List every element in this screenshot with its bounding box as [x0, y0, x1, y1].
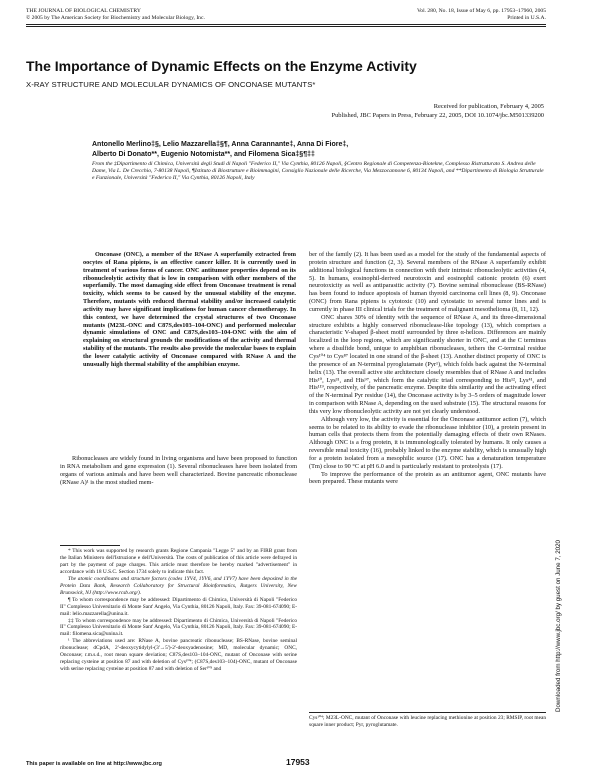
body-right-paragraph-1: ber of the family (2). It has been used as a model for the study of the fundamental aspects of protein structure and function (2, 3). Several members of the RNase A superfamily exhibit additional biological functions in connection with their intrinsic ribonucleolytic activities (4, 5). In humans, eosinophil-derived neurotoxin and eosinophil cationic protein (6) exert neurotoxicity as well as antiparasitic activity (7). Bovine seminal ribonuclease (BS-RNase) has been found to induce apoptosis of human thyroid carcinoma cell lines (8, 9). Onconase (ONC) from Rana pipiens is cytotoxic (10) and cytostatic to several tumor lines and is currently in phase III clinical trials for the treatment of malignant mesothelioma (8, 11, 12).	[309, 251, 546, 313]
header-rule	[26, 24, 546, 25]
page-number: 17953	[286, 757, 310, 767]
footnote-coordinates: The atomic coordinates and structure factors (codes 1YV4, 1YV6, and 1YV7) have been deposited in the Protein Data Bank, Research Collaboratory for Structural Bioinformatics, Rutgers University, New Brunswick, NJ (http://www.rcsb.org/).	[60, 575, 297, 596]
copyright-line: © 2005 by The American Society for Biochemistry and Molecular Biology, Inc.	[26, 15, 205, 21]
article-subtitle: X-RAY STRUCTURE AND MOLECULAR DYNAMICS OF ONCONASE MUTANTS*	[26, 80, 316, 89]
footnotes	[60, 548, 297, 673]
intro-paragraph: Ribonucleases are widely found in living organisms and have been proposed to function in RNA metabolism and gene expression (1). Several ribonucleases have been isolated from organs of various animals and have been well characterized. Bovine pancreatic ribonuclease (RNase A)¹ is the most studied mem-	[60, 455, 297, 486]
received-date: Received for publication, February 4, 2005	[433, 103, 544, 110]
body-right-paragraph-3: Although very low, the activity is essential for the Onconase antitumor action (7), which seems to be related to its ability to evade the ribonuclease inhibitor (10), a protein present in human cells that protects them from the potentially damaging effects of their own RNases. Although ONC is a frog protein, it is immunologically tolerated by humans. It only causes a reversible renal toxicity (16), probably linked to the enzyme stability, which is unusually high for a protein isolated from a mesophilic source (17). ONC has a denaturation temperature (Tm) close to 90 °C at pH 6.0 and is particularly resistant to proteolysis (17).	[309, 415, 546, 470]
body-left	[60, 455, 297, 486]
abstract-text: Onconase (ONC), a member of the RNase A superfamily extracted from oocytes of Rana pipiens, is an effective cancer killer. It is currently used in treatment of various forms of cancer. ONC antitumor properties depend on its ribonucleolytic activity that is low in comparison with other members of the superfamily. The most damaging side effect from Onconase treatment is renal toxicity, which seems to be caused by the unusual stability of the enzyme. Therefore, mutants with reduced thermal stability and/or increased catalytic activity may have significant implications for human cancer chemotherapy. In this context, we have determined the crystal structures of two Onconase mutants (M23L-ONC and C87S,des103–104-ONC) and performed molecular dynamic simulations of ONC and C87S,des103–104-ONC with the aim of explaining on structural grounds the modifications of the activity and thermal stability of the mutants. The results also provide the molecular bases to explain the lower catalytic activity of Onconase compared with RNase A and the unusually high thermal stability of the amphibian enzyme.	[83, 251, 296, 368]
authors-line-1: Antonello Merlino‡§, Lelio Mazzarella‡§¶, Anna Carannante‡, Anna Di Fiore‡,	[92, 141, 349, 148]
right-footnote-rule	[309, 712, 546, 713]
footnote-funding: * This work was supported by research grants Regione Campania "Legge 5" and by an FIRB grant from the Italian Ministero dell'Istruzione e dell'Università. The costs of publication of this article were defrayed in part by the payment of page charges. This article must therefore be hereby marked "advertisement" in accordance with 18 U.S.C. Section 1734 solely to indicate this fact.	[60, 548, 297, 575]
body-right-paragraph-4: To improve the performance of the protein as an antitumor agent, ONC mutants have been prepared. These mutants were	[309, 470, 546, 486]
published-info: Published, JBC Papers in Press, February 22, 2005, DOI 10.1074/jbc.M501339200	[331, 112, 544, 119]
article-title: The Importance of Dynamic Effects on the Enzyme Activity	[26, 58, 417, 74]
body-right-paragraph-2: ONC shares 30% of identity with the sequence of RNase A, and its three-dimensional structure exhibits a highly conserved ribonuclease-like topology (13), which comprises a characteristic V-shaped β-sheet motif surrounded by three α-helices. Differences are mainly localized in the loop regions, which are significantly shorter in ONC, and at the C terminus where a disulfide bond, unique to amphibian ribonucleases, tethers the C-terminal residue Cys¹⁰⁴ to Cys⁸⁷ located in one strand of the β-sheet (13). Another distinct property of ONC is the presence of an N-terminal pyroglutamate (Pyr¹), which folds back against the N-terminal helix (13). The overall active site architecture closely resembles that of RNase A and includes His¹⁰, Lys³¹, and His⁹⁷, which form the catalytic triad corresponding to His¹², Lys⁴¹, and His¹¹⁹, respectively, of the pancreatic enzyme. Despite this similarity and the activating effect of the N-terminal Pyr residue (14), the Onconase activity is by 3–5 orders of magnitude lower in comparison with RNase A, depending on the used substrate (15). The structural reasons for this very low ribonucleolytic activity are not yet clearly understood.	[309, 313, 546, 415]
right-footnote: Cys¹⁰⁴; M23L-ONC, mutant of Onconase with leucine replacing methionine at position 23; RMSIP, root mean square inner product; Pyr, pyroglutamate.	[309, 715, 546, 728]
body-right	[309, 251, 546, 486]
download-watermark: Downloaded from http://www.jbc.org/ by guest on June 7, 2020	[555, 540, 562, 712]
footnote-correspondence-2: ‡‡ To whom correspondence may be addressed: Dipartimento di Chimica, Università di Napoli "Federico II" Complesso Universitario di Monte Sant' Angelo, Via Cynthia, 80126 Napoli, Italy. Fax: 39-081-674090; E-mail: filomena.sica@unina.it.	[60, 617, 297, 638]
footer-availability: This paper is available on line at http://www.jbc.org	[26, 761, 162, 767]
volume-info: Vol. 280, No. 18, Issue of May 6, pp. 17953–17960, 2005	[416, 8, 546, 14]
affiliations: From the ‡Dipartimento di Chimica, Università degli Studi di Napoli "Federico II," Via Cynthia, 80126 Napoli, §Centro Regionale di Competenza-Biotekne, Complesso Ristrutturato S. Andrea delle Dame, Via L. De Crecchio, 7-80138 Napoli, ¶Istituto di Biostrutture e Bioimmagini, Consiglio Nazionale delle Ricerche, Via Mezzocannone 6, 80134 Napoli, and **Dipartimento di Biologia Strutturale e Funzionale, Università "Federico II," Via Cynthia, 80126 Napoli, Italy	[92, 161, 544, 182]
footnote-correspondence-1: ¶ To whom correspondence may be addressed: Dipartimento di Chimica, Università di Napoli "Federico II" Complesso Universitario di Monte Sant' Angelo, Via Cynthia, 80126 Napoli, Italy. Fax: 39-081-674090; E-mail: lelio.mazzarella@unina.it.	[60, 596, 297, 617]
abstract	[83, 251, 296, 369]
journal-name: THE JOURNAL OF BIOLOGICAL CHEMISTRY	[26, 8, 141, 14]
printed-in: Printed in U.S.A.	[507, 15, 546, 21]
header-rule-2	[26, 26, 546, 27]
footnote-abbreviations: ¹ The abbreviations used are: RNase A, bovine pancreatic ribonuclease; BS-RNase, bovine seminal ribonuclease; dCpdA, 2'-deoxycytidylyl-(3'→5')-2'-deoxyadenosine; MD, molecular dynamic; ONC, Onconase; r.m.s.d., root mean square deviation; C87S,des103–104-ONC, mutant of Onconase with serine replacing cysteine at position 87 and with deletion of Cys¹⁰⁴; (C87S,des103–104)-ONC, mutant of Onconase with serine replacing cysteine at position 87 and with deletion of Ser¹⁰³ and	[60, 638, 297, 673]
footnote-rule	[60, 545, 120, 546]
authors-line-2: Alberto Di Donato**, Eugenio Notomista**, and Filomena Sica‡§¶‡‡	[92, 150, 315, 158]
author-list	[92, 140, 546, 159]
